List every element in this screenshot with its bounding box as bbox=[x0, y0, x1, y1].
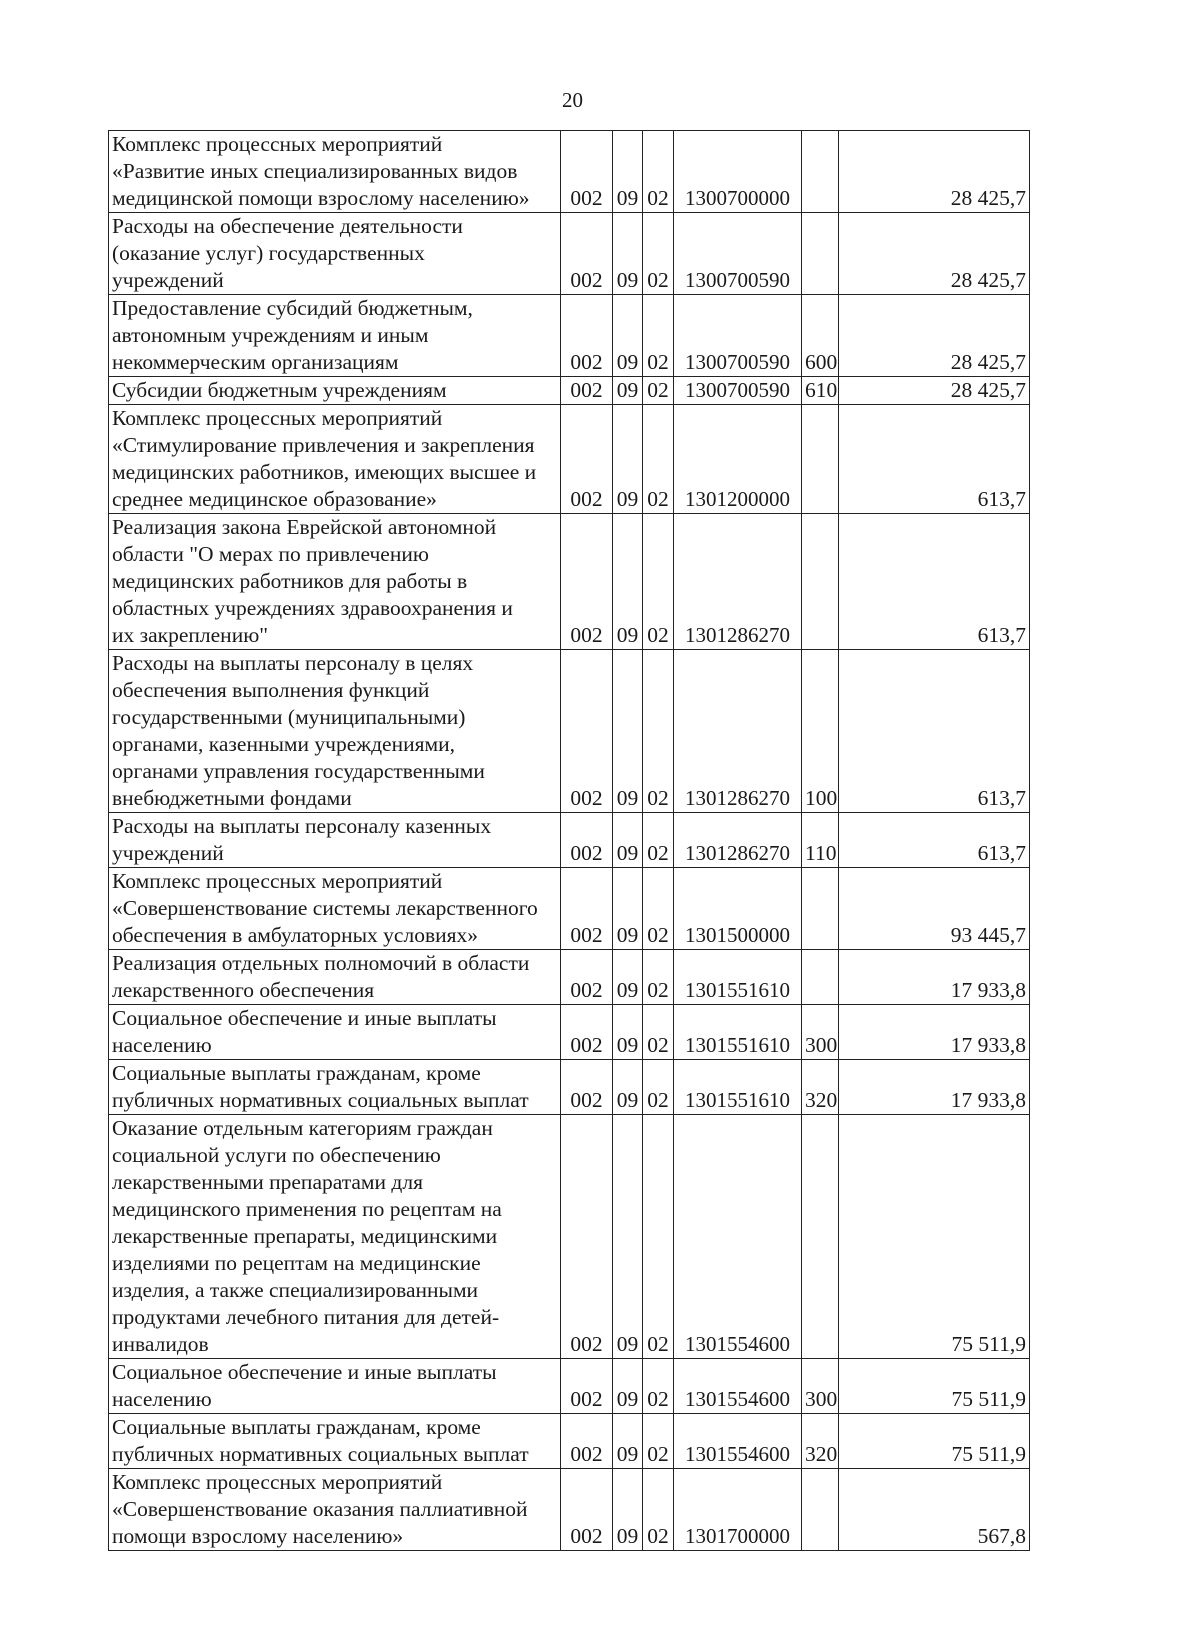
expense-name-line: Расходы на выплаты персоналу в целях bbox=[112, 651, 474, 675]
expense-name-line: области "О мерах по привлечению bbox=[112, 542, 429, 566]
expense-name-line: Реализация отдельных полномочий в области bbox=[112, 951, 530, 975]
subsection-code-cell: 02 bbox=[643, 950, 674, 1005]
target-article-cell: 1301286270 bbox=[674, 813, 802, 868]
target-article-cell: 1301500000 bbox=[674, 868, 802, 950]
subsection-code-cell: 02 bbox=[643, 514, 674, 650]
subsection-code-cell: 02 bbox=[643, 377, 674, 405]
expense-name-line: «Развитие иных специализированных видов bbox=[112, 159, 518, 183]
grbs-code-cell: 002 bbox=[561, 295, 613, 377]
expense-name-cell bbox=[109, 1060, 561, 1115]
expense-name-line: Расходы на обеспечение деятельности bbox=[112, 214, 463, 238]
section-code-cell: 09 bbox=[613, 405, 643, 514]
expense-name-line: областных учреждениях здравоохранения и bbox=[112, 596, 513, 620]
expense-name-line: учреждений bbox=[112, 268, 224, 292]
target-article-cell: 1301286270 bbox=[674, 650, 802, 813]
amount-cell: 28 425,7 bbox=[839, 295, 1030, 377]
target-article-cell: 1301554600 bbox=[674, 1115, 802, 1359]
table-row bbox=[109, 1469, 1030, 1551]
grbs-code-cell: 002 bbox=[561, 1060, 613, 1115]
target-article-cell: 1300700000 bbox=[674, 131, 802, 213]
section-code-cell: 09 bbox=[613, 1005, 643, 1060]
expense-name-line: Реализация закона Еврейской автономной bbox=[112, 515, 497, 539]
expense-name-cell bbox=[109, 1115, 561, 1359]
amount-cell: 75 511,9 bbox=[839, 1115, 1030, 1359]
expense-name-line: помощи взрослому населению» bbox=[112, 1524, 404, 1548]
amount-cell: 75 511,9 bbox=[839, 1359, 1030, 1414]
subsection-code-cell: 02 bbox=[643, 1060, 674, 1115]
table-row bbox=[109, 650, 1030, 813]
table-row bbox=[109, 514, 1030, 650]
grbs-code-cell: 002 bbox=[561, 377, 613, 405]
expense-name-cell bbox=[109, 1469, 561, 1551]
grbs-code-cell: 002 bbox=[561, 131, 613, 213]
expense-name-line: медицинских работников, имеющих высшее и bbox=[112, 460, 537, 484]
table-body bbox=[109, 131, 1030, 1551]
expense-name-line: Расходы на выплаты персоналу казенных bbox=[112, 814, 492, 838]
expense-name-line: медицинского применения по рецептам на bbox=[112, 1197, 502, 1221]
table-row bbox=[109, 950, 1030, 1005]
table-row bbox=[109, 405, 1030, 514]
budget-table bbox=[108, 130, 1030, 1551]
expense-name-cell bbox=[109, 950, 561, 1005]
expense-name-line: Социальное обеспечение и иные выплаты bbox=[112, 1006, 497, 1030]
grbs-code-cell: 002 bbox=[561, 868, 613, 950]
expense-name-line: изделия, а также специализированными bbox=[112, 1278, 479, 1302]
subsection-code-cell: 02 bbox=[643, 405, 674, 514]
section-code-cell: 09 bbox=[613, 1414, 643, 1469]
expense-name-line: Предоставление субсидий бюджетным, bbox=[112, 296, 473, 320]
expense-type-cell: 600 bbox=[802, 295, 839, 377]
expense-name-cell bbox=[109, 377, 561, 405]
expense-name-line: «Совершенствование системы лекарственного bbox=[112, 896, 538, 920]
grbs-code-cell: 002 bbox=[561, 514, 613, 650]
expense-name-line: обеспечения в амбулаторных условиях» bbox=[112, 923, 478, 947]
expense-type-cell: 320 bbox=[802, 1414, 839, 1469]
table-row bbox=[109, 1359, 1030, 1414]
expense-name-line: органами управления государственными bbox=[112, 759, 485, 783]
expense-name-line: публичных нормативных социальных выплат bbox=[112, 1088, 529, 1112]
expense-name-cell bbox=[109, 213, 561, 295]
section-code-cell: 09 bbox=[613, 868, 643, 950]
subsection-code-cell: 02 bbox=[643, 295, 674, 377]
expense-type-cell bbox=[802, 131, 839, 213]
expense-name-line: Социальные выплаты гражданам, кроме bbox=[112, 1415, 481, 1439]
expense-name-line: государственными (муниципальными) bbox=[112, 705, 466, 729]
expense-name-line: Социальное обеспечение и иные выплаты bbox=[112, 1360, 497, 1384]
subsection-code-cell: 02 bbox=[643, 1414, 674, 1469]
amount-cell: 28 425,7 bbox=[839, 213, 1030, 295]
subsection-code-cell: 02 bbox=[643, 131, 674, 213]
expense-name-line: Комплекс процессных мероприятий bbox=[112, 1470, 443, 1494]
table-row bbox=[109, 868, 1030, 950]
section-code-cell: 09 bbox=[613, 1060, 643, 1115]
table-row bbox=[109, 813, 1030, 868]
expense-name-cell bbox=[109, 131, 561, 213]
section-code-cell: 09 bbox=[613, 295, 643, 377]
table-row bbox=[109, 131, 1030, 213]
expense-name-cell bbox=[109, 1414, 561, 1469]
expense-name-line: среднее медицинское образование» bbox=[112, 487, 437, 511]
amount-cell: 613,7 bbox=[839, 405, 1030, 514]
grbs-code-cell: 002 bbox=[561, 1359, 613, 1414]
expense-name-line: «Стимулирование привлечения и закрепления bbox=[112, 433, 535, 457]
amount-cell: 613,7 bbox=[839, 650, 1030, 813]
expense-name-line: лекарственного обеспечения bbox=[112, 978, 375, 1002]
expense-name-cell bbox=[109, 405, 561, 514]
section-code-cell: 09 bbox=[613, 813, 643, 868]
grbs-code-cell: 002 bbox=[561, 213, 613, 295]
expense-name-line: Комплекс процессных мероприятий bbox=[112, 132, 443, 156]
expense-name-line: публичных нормативных социальных выплат bbox=[112, 1442, 529, 1466]
expense-name-cell bbox=[109, 650, 561, 813]
expense-name-cell bbox=[109, 514, 561, 650]
amount-cell: 613,7 bbox=[839, 813, 1030, 868]
subsection-code-cell: 02 bbox=[643, 868, 674, 950]
table-row bbox=[109, 213, 1030, 295]
section-code-cell: 09 bbox=[613, 1359, 643, 1414]
subsection-code-cell: 02 bbox=[643, 1469, 674, 1551]
grbs-code-cell: 002 bbox=[561, 813, 613, 868]
grbs-code-cell: 002 bbox=[561, 950, 613, 1005]
expense-name-line: учреждений bbox=[112, 841, 224, 865]
subsection-code-cell: 02 bbox=[643, 813, 674, 868]
subsection-code-cell: 02 bbox=[643, 1359, 674, 1414]
section-code-cell: 09 bbox=[613, 213, 643, 295]
table-row bbox=[109, 1115, 1030, 1359]
expense-name-line: населению bbox=[112, 1387, 212, 1411]
expense-type-cell: 300 bbox=[802, 1005, 839, 1060]
expense-name-line: лекарственные препараты, медицинскими bbox=[112, 1224, 498, 1248]
expense-name-line: некоммерческим организациям bbox=[112, 350, 399, 374]
amount-cell: 28 425,7 bbox=[839, 377, 1030, 405]
expense-name-line: медицинской помощи взрослому населению» bbox=[112, 186, 530, 210]
section-code-cell: 09 bbox=[613, 950, 643, 1005]
section-code-cell: 09 bbox=[613, 1469, 643, 1551]
amount-cell: 567,8 bbox=[839, 1469, 1030, 1551]
grbs-code-cell: 002 bbox=[561, 1414, 613, 1469]
table-row bbox=[109, 295, 1030, 377]
section-code-cell: 09 bbox=[613, 514, 643, 650]
table-row bbox=[109, 377, 1030, 405]
grbs-code-cell: 002 bbox=[561, 1469, 613, 1551]
grbs-code-cell: 002 bbox=[561, 1005, 613, 1060]
subsection-code-cell: 02 bbox=[643, 1115, 674, 1359]
expense-type-cell: 100 bbox=[802, 650, 839, 813]
expense-name-line: продуктами лечебного питания для детей- bbox=[112, 1305, 500, 1329]
target-article-cell: 1301200000 bbox=[674, 405, 802, 514]
expense-name-line: (оказание услуг) государственных bbox=[112, 241, 425, 265]
expense-type-cell: 110 bbox=[802, 813, 839, 868]
page-number: 20 bbox=[562, 88, 583, 112]
grbs-code-cell: 002 bbox=[561, 650, 613, 813]
target-article-cell: 1301551610 bbox=[674, 1060, 802, 1115]
expense-type-cell bbox=[802, 868, 839, 950]
expense-name-line: Комплекс процессных мероприятий bbox=[112, 406, 443, 430]
expense-type-cell: 610 bbox=[802, 377, 839, 405]
expense-name-line: органами, казенными учреждениями, bbox=[112, 732, 455, 756]
expense-type-cell bbox=[802, 1469, 839, 1551]
amount-cell: 17 933,8 bbox=[839, 1060, 1030, 1115]
expense-type-cell: 300 bbox=[802, 1359, 839, 1414]
expense-type-cell bbox=[802, 405, 839, 514]
expense-name-line: Комплекс процессных мероприятий bbox=[112, 869, 443, 893]
amount-cell: 613,7 bbox=[839, 514, 1030, 650]
expense-name-line: инвалидов bbox=[112, 1332, 209, 1356]
target-article-cell: 1301700000 bbox=[674, 1469, 802, 1551]
amount-cell: 17 933,8 bbox=[839, 1005, 1030, 1060]
expense-type-cell bbox=[802, 1115, 839, 1359]
subsection-code-cell: 02 bbox=[643, 650, 674, 813]
expense-name-line: медицинских работников для работы в bbox=[112, 569, 468, 593]
expense-name-line: обеспечения выполнения функций bbox=[112, 678, 430, 702]
expense-name-line: их закреплению" bbox=[112, 623, 269, 647]
expense-type-cell: 320 bbox=[802, 1060, 839, 1115]
target-article-cell: 1301286270 bbox=[674, 514, 802, 650]
expense-type-cell bbox=[802, 514, 839, 650]
section-code-cell: 09 bbox=[613, 650, 643, 813]
amount-cell: 28 425,7 bbox=[839, 131, 1030, 213]
expense-name-line: Социальные выплаты гражданам, кроме bbox=[112, 1061, 481, 1085]
expense-name-line: Субсидии бюджетным учреждениям bbox=[112, 378, 447, 402]
table-row bbox=[109, 1414, 1030, 1469]
expense-name-cell bbox=[109, 1005, 561, 1060]
table-row bbox=[109, 1060, 1030, 1115]
amount-cell: 17 933,8 bbox=[839, 950, 1030, 1005]
expense-type-cell bbox=[802, 213, 839, 295]
section-code-cell: 09 bbox=[613, 131, 643, 213]
expense-name-cell bbox=[109, 295, 561, 377]
expense-name-cell bbox=[109, 1359, 561, 1414]
expense-name-line: изделиями по рецептам на медицинские bbox=[112, 1251, 481, 1275]
target-article-cell: 1301554600 bbox=[674, 1414, 802, 1469]
expense-type-cell bbox=[802, 950, 839, 1005]
amount-cell: 75 511,9 bbox=[839, 1414, 1030, 1469]
target-article-cell: 1301554600 bbox=[674, 1359, 802, 1414]
subsection-code-cell: 02 bbox=[643, 213, 674, 295]
section-code-cell: 09 bbox=[613, 377, 643, 405]
target-article-cell: 1300700590 bbox=[674, 295, 802, 377]
target-article-cell: 1300700590 bbox=[674, 213, 802, 295]
expense-name-line: автономным учреждениям и иным bbox=[112, 323, 429, 347]
subsection-code-cell: 02 bbox=[643, 1005, 674, 1060]
target-article-cell: 1301551610 bbox=[674, 950, 802, 1005]
grbs-code-cell: 002 bbox=[561, 1115, 613, 1359]
expense-name-line: «Совершенствование оказания паллиативной bbox=[112, 1497, 528, 1521]
amount-cell: 93 445,7 bbox=[839, 868, 1030, 950]
expense-name-line: населению bbox=[112, 1033, 212, 1057]
expense-name-line: социальной услуги по обеспечению bbox=[112, 1143, 441, 1167]
grbs-code-cell: 002 bbox=[561, 405, 613, 514]
expense-name-line: Оказание отдельным категориям граждан bbox=[112, 1116, 493, 1140]
section-code-cell: 09 bbox=[613, 1115, 643, 1359]
target-article-cell: 1301551610 bbox=[674, 1005, 802, 1060]
expense-name-line: лекарственными препаратами для bbox=[112, 1170, 423, 1194]
expense-name-line: внебюджетными фондами bbox=[112, 786, 352, 810]
expense-name-cell bbox=[109, 813, 561, 868]
target-article-cell: 1300700590 bbox=[674, 377, 802, 405]
expense-name-cell bbox=[109, 868, 561, 950]
table-row bbox=[109, 1005, 1030, 1060]
